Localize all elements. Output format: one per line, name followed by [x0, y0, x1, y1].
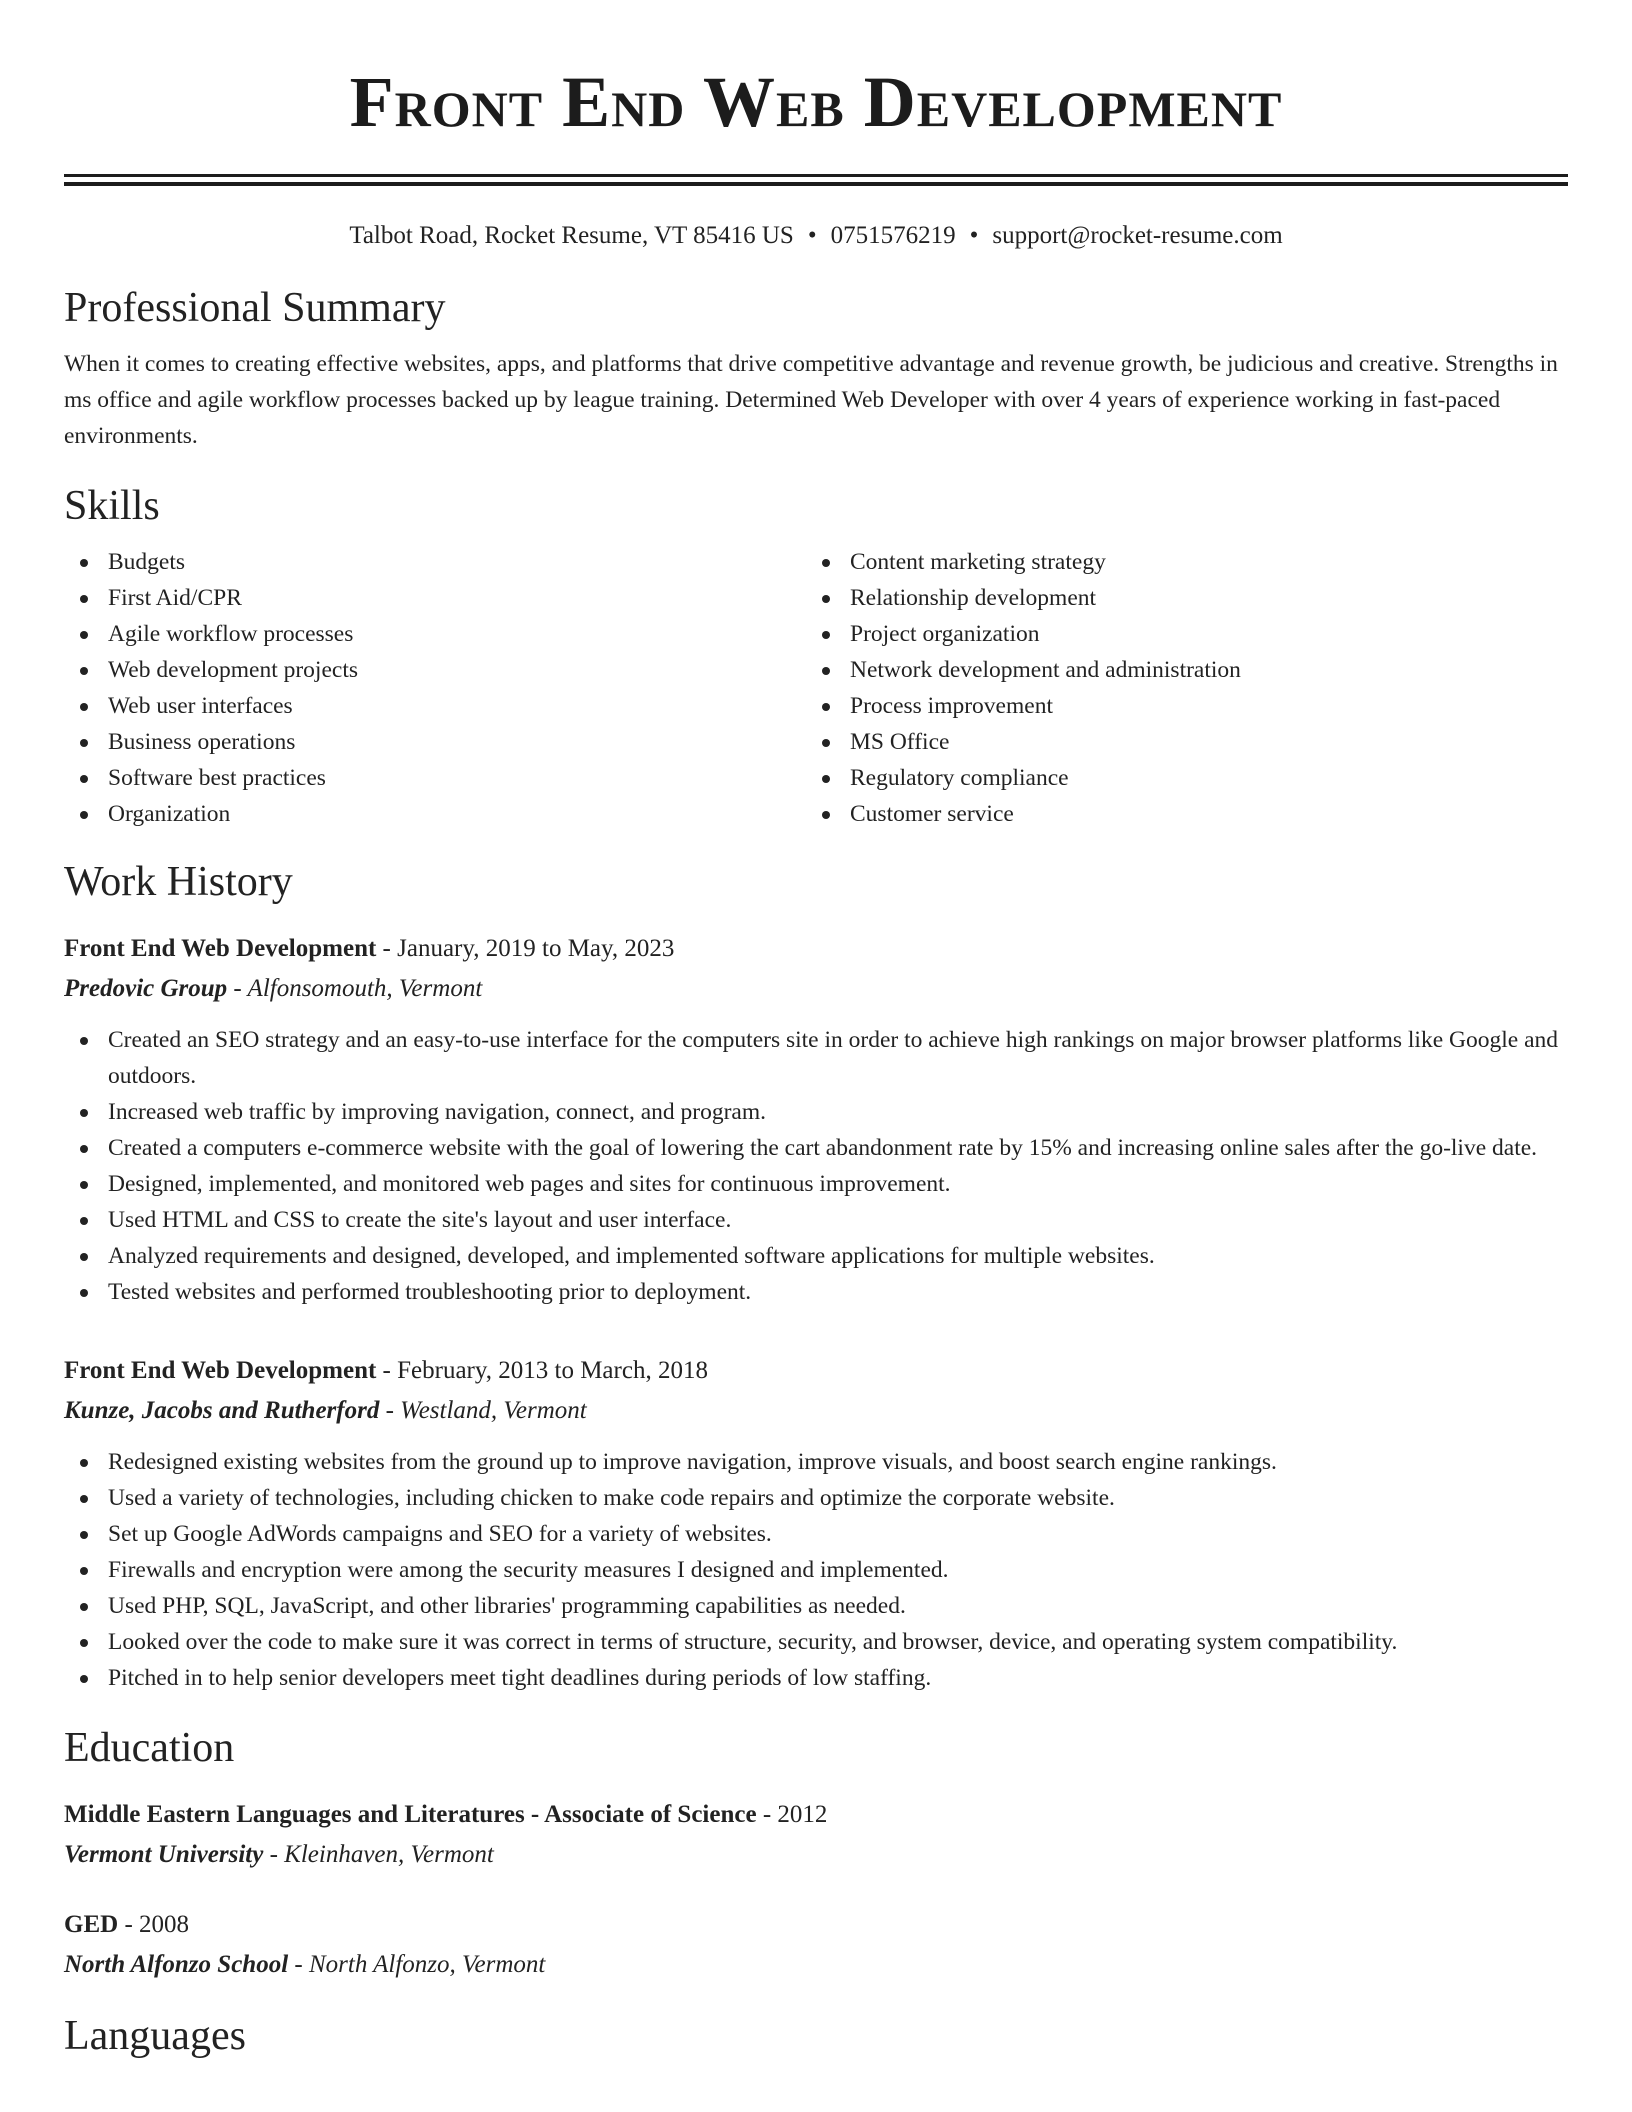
summary-heading: Professional Summary	[64, 285, 446, 331]
job-dates: - February, 2013 to March, 2018	[376, 1357, 708, 1384]
company-name: Kunze, Jacobs and Rutherford	[64, 1397, 380, 1424]
duty-item: Redesigned existing websites from the ground up to improve navigation, improve visuals, and boost search engine rankings.	[64, 1444, 1568, 1480]
job-title-line	[64, 930, 1568, 968]
degree-line	[64, 1906, 1568, 1944]
title-divider	[64, 174, 1568, 186]
resume-page	[64, 0, 1568, 2062]
phone-text: 0751576219	[830, 222, 956, 249]
degree-name: GED	[64, 1911, 119, 1938]
degree-line	[64, 1796, 1568, 1834]
degree-name: Middle Eastern Languages and Literatures - Associate of Science	[64, 1801, 757, 1828]
skill-item: Web development projects	[64, 652, 806, 688]
education-entry	[64, 1796, 1568, 1874]
job-title: Front End Web Development	[64, 935, 377, 962]
duty-list	[64, 1022, 1568, 1310]
school-name: Vermont University	[64, 1841, 264, 1868]
school-location: - North Alfonzo, Vermont	[288, 1951, 546, 1978]
bullet-separator: •	[807, 222, 817, 249]
contact-line	[64, 220, 1568, 252]
company-line	[64, 1392, 1568, 1430]
job-title: Front End Web Development	[64, 1357, 377, 1384]
company-name: Predovic Group	[64, 975, 228, 1002]
duty-item: Analyzed requirements and designed, developed, and implemented software applications for multiple websites.	[64, 1238, 1568, 1274]
skills-columns	[64, 544, 1568, 832]
skill-item: MS Office	[806, 724, 1548, 760]
job-entry	[64, 1352, 1568, 1696]
skill-item: Network development and administration	[806, 652, 1548, 688]
summary-text: When it comes to creating effective websites, apps, and platforms that drive competitive advantage and revenue growth, be judicious and creative. Strengths in ms office and agile workflow processes backed up by league training. Determined Web Developer with over 4 years of experience working in fast-paced environments.	[64, 351, 1558, 449]
duty-item: Used PHP, SQL, JavaScript, and other libraries' programming capabilities as needed.	[64, 1588, 1568, 1624]
skill-item: Process improvement	[806, 688, 1548, 724]
degree-year: - 2012	[756, 1801, 828, 1828]
skill-item: Software best practices	[64, 760, 806, 796]
duty-item: Pitched in to help senior developers meet tight deadlines during periods of low staffing.	[64, 1660, 1568, 1696]
skill-item: Budgets	[64, 544, 806, 580]
duty-item: Designed, implemented, and monitored web pages and sites for continuous improvement.	[64, 1166, 1568, 1202]
school-location: - Kleinhaven, Vermont	[263, 1841, 494, 1868]
job-title-line	[64, 1352, 1568, 1390]
skill-item: First Aid/CPR	[64, 580, 806, 616]
duty-list	[64, 1444, 1568, 1696]
address-text: Talbot Road, Rocket Resume, VT 85416 US	[349, 222, 794, 249]
skill-item: Web user interfaces	[64, 688, 806, 724]
skill-item: Relationship development	[806, 580, 1548, 616]
job-dates: - January, 2019 to May, 2023	[376, 935, 675, 962]
skills-heading: Skills	[64, 483, 160, 529]
company-line	[64, 970, 1568, 1008]
degree-year: - 2008	[118, 1911, 190, 1938]
duty-item: Firewalls and encryption were among the security measures I designed and implemented.	[64, 1552, 1568, 1588]
duty-item: Looked over the code to make sure it was correct in terms of structure, security, and browser, device, and operating system compatibility.	[64, 1624, 1568, 1660]
skill-item: Content marketing strategy	[806, 544, 1548, 580]
skill-item: Agile workflow processes	[64, 616, 806, 652]
skill-item: Organization	[64, 796, 806, 832]
school-line	[64, 1946, 1568, 1984]
skill-item: Customer service	[806, 796, 1548, 832]
skills-list-right	[806, 544, 1548, 832]
duty-item: Tested websites and performed troubleshooting prior to deployment.	[64, 1274, 1568, 1310]
work-history-heading: Work History	[64, 859, 293, 905]
company-location: - Westland, Vermont	[379, 1397, 587, 1424]
duty-item: Created an SEO strategy and an easy-to-use interface for the computers site in order to achieve high rankings on major browser platforms like Google and outdoors.	[64, 1022, 1568, 1094]
duty-item: Used a variety of technologies, including chicken to make code repairs and optimize the corporate website.	[64, 1480, 1568, 1516]
duty-item: Created a computers e-commerce website with the goal of lowering the cart abandonment rate by 15% and increasing online sales after the go-live date.	[64, 1130, 1568, 1166]
duty-item: Used HTML and CSS to create the site's layout and user interface.	[64, 1202, 1568, 1238]
skills-list-left	[64, 544, 806, 832]
duty-item: Increased web traffic by improving navigation, connect, and program.	[64, 1094, 1568, 1130]
education-heading: Education	[64, 1725, 235, 1771]
skill-item: Regulatory compliance	[806, 760, 1548, 796]
school-line	[64, 1836, 1568, 1874]
company-location: - Alfonsomouth, Vermont	[227, 975, 483, 1002]
languages-heading: Languages	[64, 2013, 246, 2059]
skill-item: Business operations	[64, 724, 806, 760]
job-entry	[64, 930, 1568, 1310]
school-name: North Alfonzo School	[64, 1951, 289, 1978]
email-link[interactable]: support@rocket-resume.com	[992, 222, 1283, 249]
education-entry	[64, 1906, 1568, 1984]
skill-item: Project organization	[806, 616, 1548, 652]
bullet-separator: •	[969, 222, 979, 249]
resume-title: Front End Web Development	[349, 62, 1283, 142]
duty-item: Set up Google AdWords campaigns and SEO for a variety of websites.	[64, 1516, 1568, 1552]
